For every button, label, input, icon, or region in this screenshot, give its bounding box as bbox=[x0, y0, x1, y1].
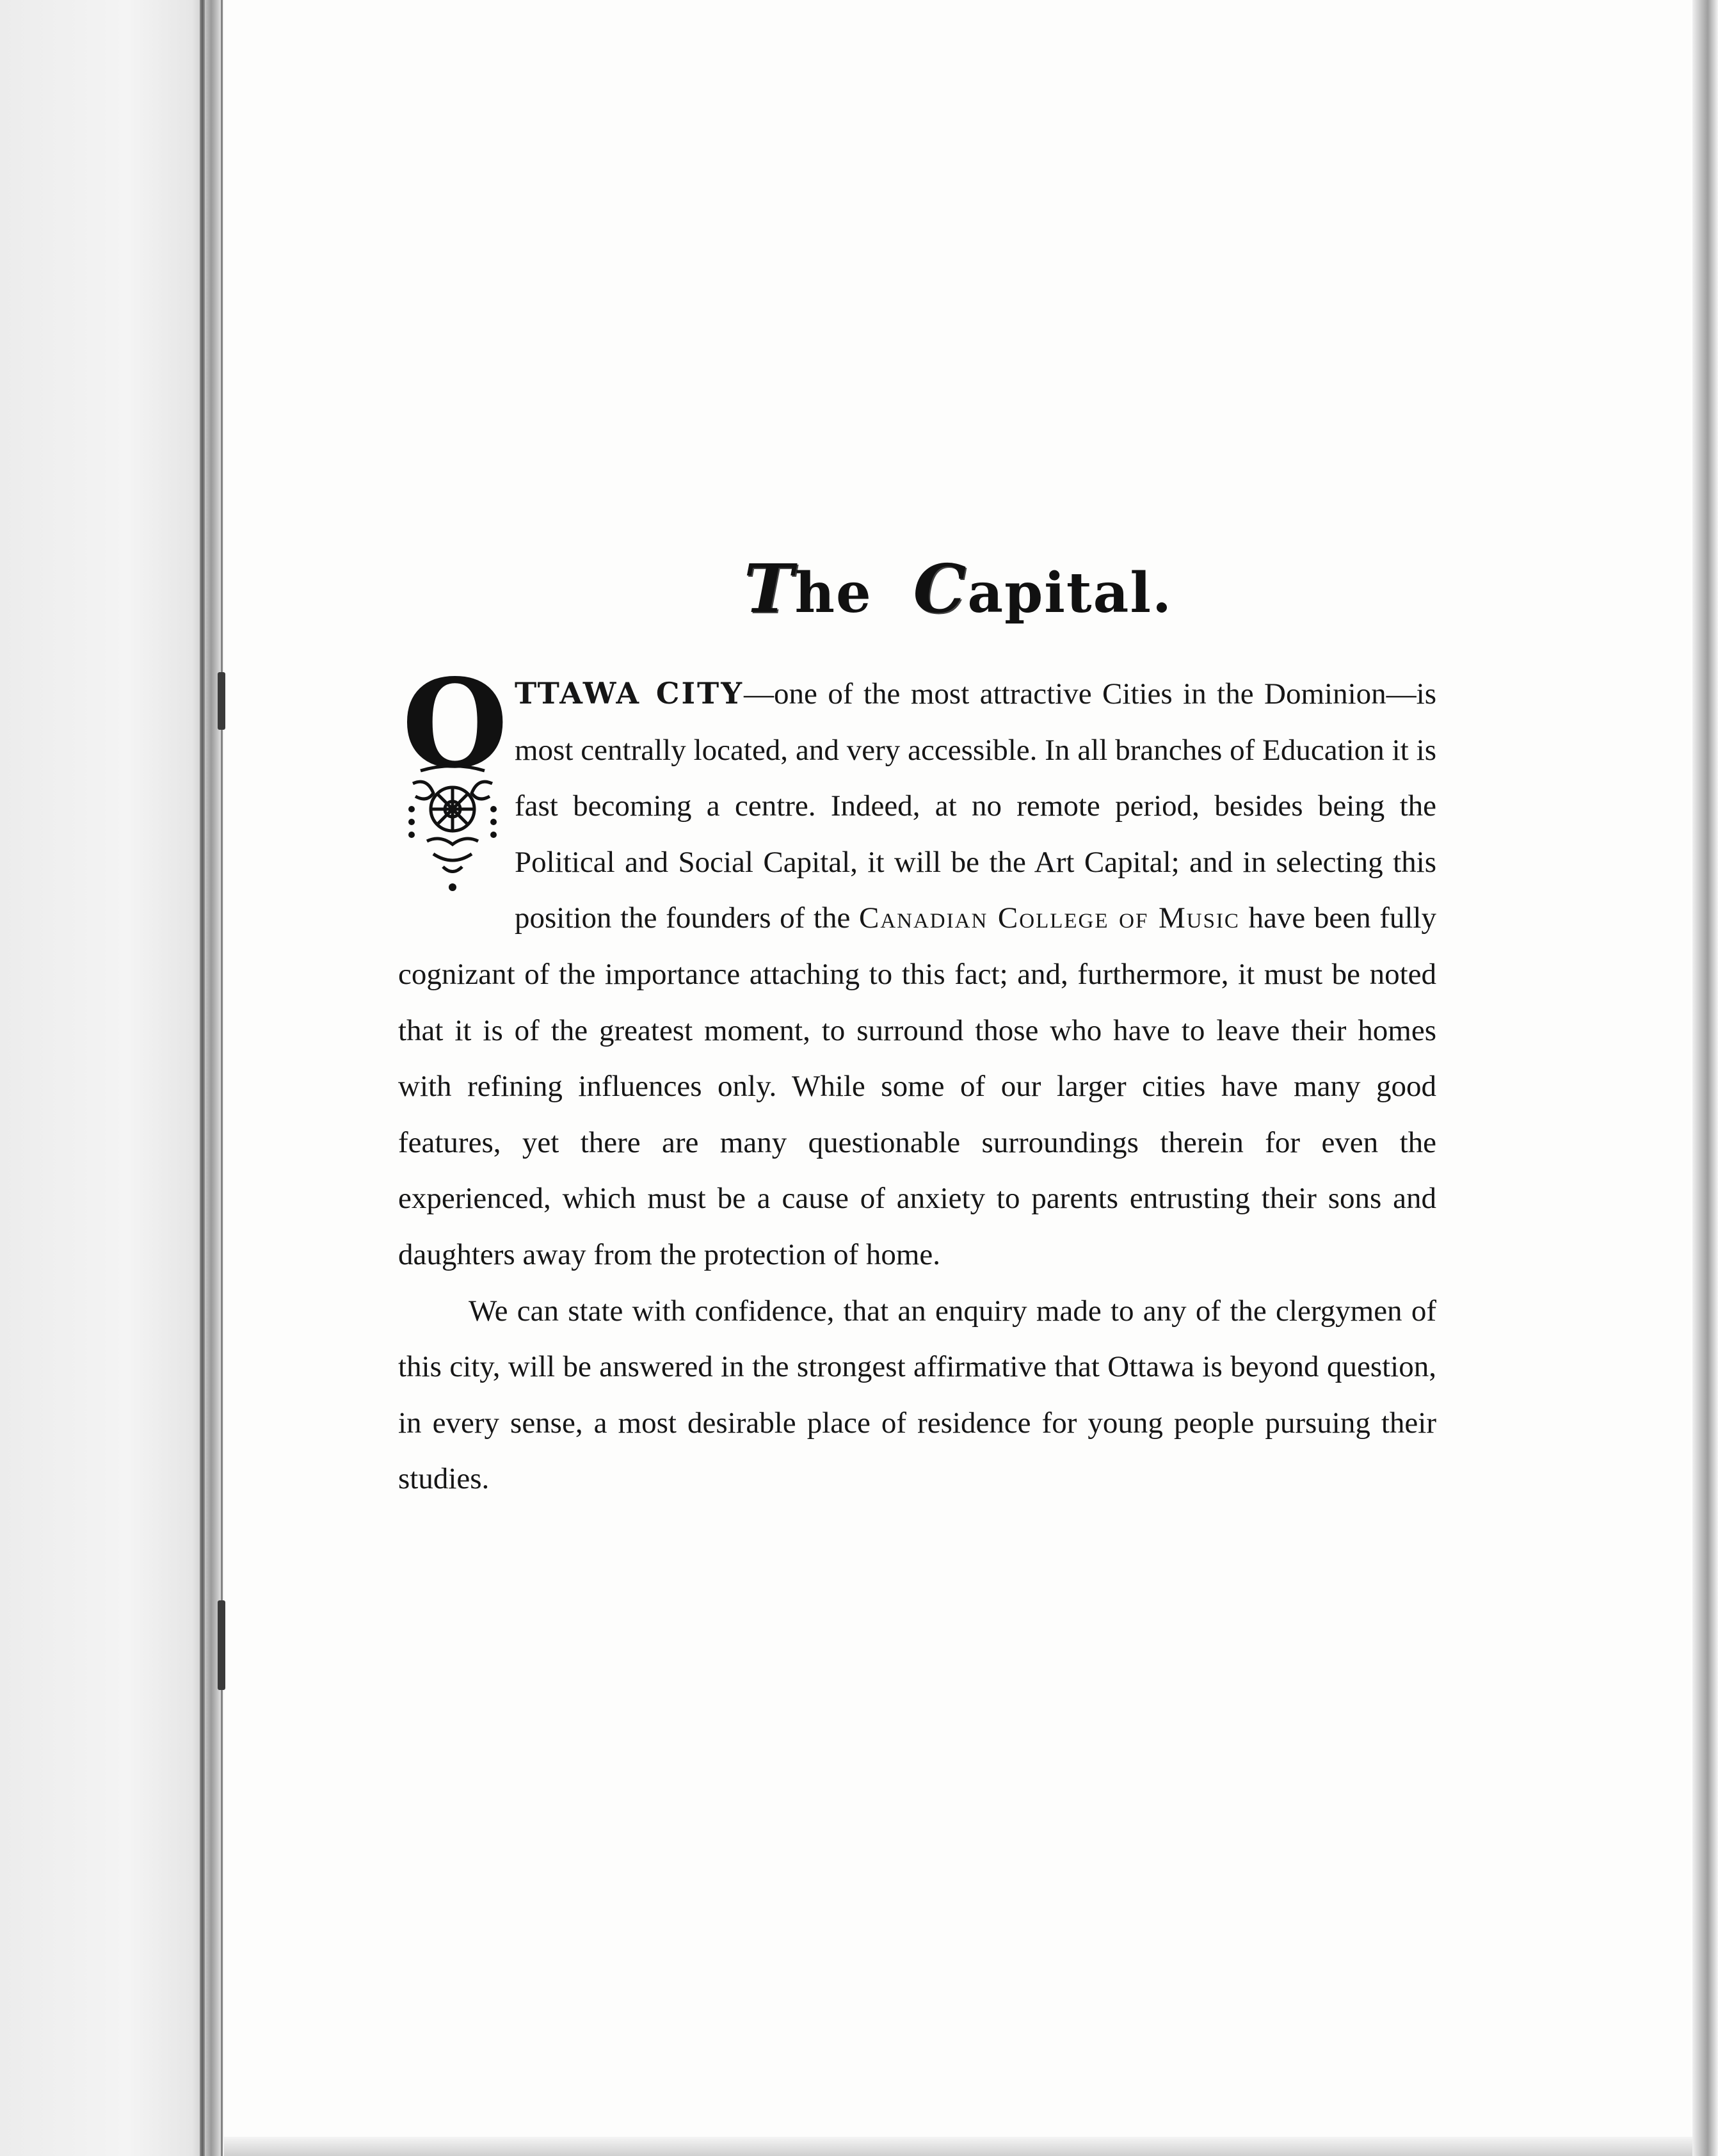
paragraph-1-part-2: have been fully cognizant of the importance attaching to this fact; and, furthermore, it must be noted that it is of the greatest moment, to surround those who have to leave their homes with refining influences only. While some of our larger cities have many good features, yet there are many questionable surroundings therein for even the experienced, which must be a cause of anxiety to parents entrusting their sons and daughters away from the protection of home. bbox=[398, 901, 1436, 1271]
body-text bbox=[398, 652, 1437, 1508]
title-initial-c: C bbox=[913, 549, 968, 628]
page-bottom-edge bbox=[224, 2137, 1692, 2156]
page-edge-line bbox=[221, 0, 223, 2156]
title-word-rest: he bbox=[794, 561, 872, 625]
paragraph-2: We can state with confidence, that an enquiry made to any of the clergymen of this city, will be answered in the strongest affirmative that Ottawa is beyond question, in every sense, a most desirable place of residence for young people pursuing their studies. bbox=[398, 1294, 1436, 1496]
paragraph-1 bbox=[398, 652, 1437, 1283]
lead-words: TTAWA CITY bbox=[515, 676, 744, 711]
page-right-edge bbox=[1692, 0, 1718, 2156]
drop-cap-ornament-icon bbox=[408, 764, 497, 892]
staple bbox=[218, 1600, 225, 1690]
drop-cap-letter: O bbox=[402, 652, 508, 795]
page-title bbox=[224, 549, 1692, 628]
binding-fold bbox=[200, 0, 205, 2156]
title-initial-t: T bbox=[744, 549, 795, 628]
college-name: Canadian College of Music bbox=[858, 901, 1240, 935]
title-word-rest: apital. bbox=[967, 561, 1173, 625]
drop-cap bbox=[398, 652, 508, 896]
staple bbox=[218, 672, 225, 730]
binding-spine bbox=[0, 0, 224, 2156]
paragraph-1-part-1: —one of the most attractive Cities in the Dominion—is most centrally located, and very accessible. In all branches of Education it is fast becoming a centre. Indeed, at no remote period, besides being the Political and Social Capital, it will be the Art Capital; and in selecting this position the founders of the bbox=[515, 677, 1437, 935]
